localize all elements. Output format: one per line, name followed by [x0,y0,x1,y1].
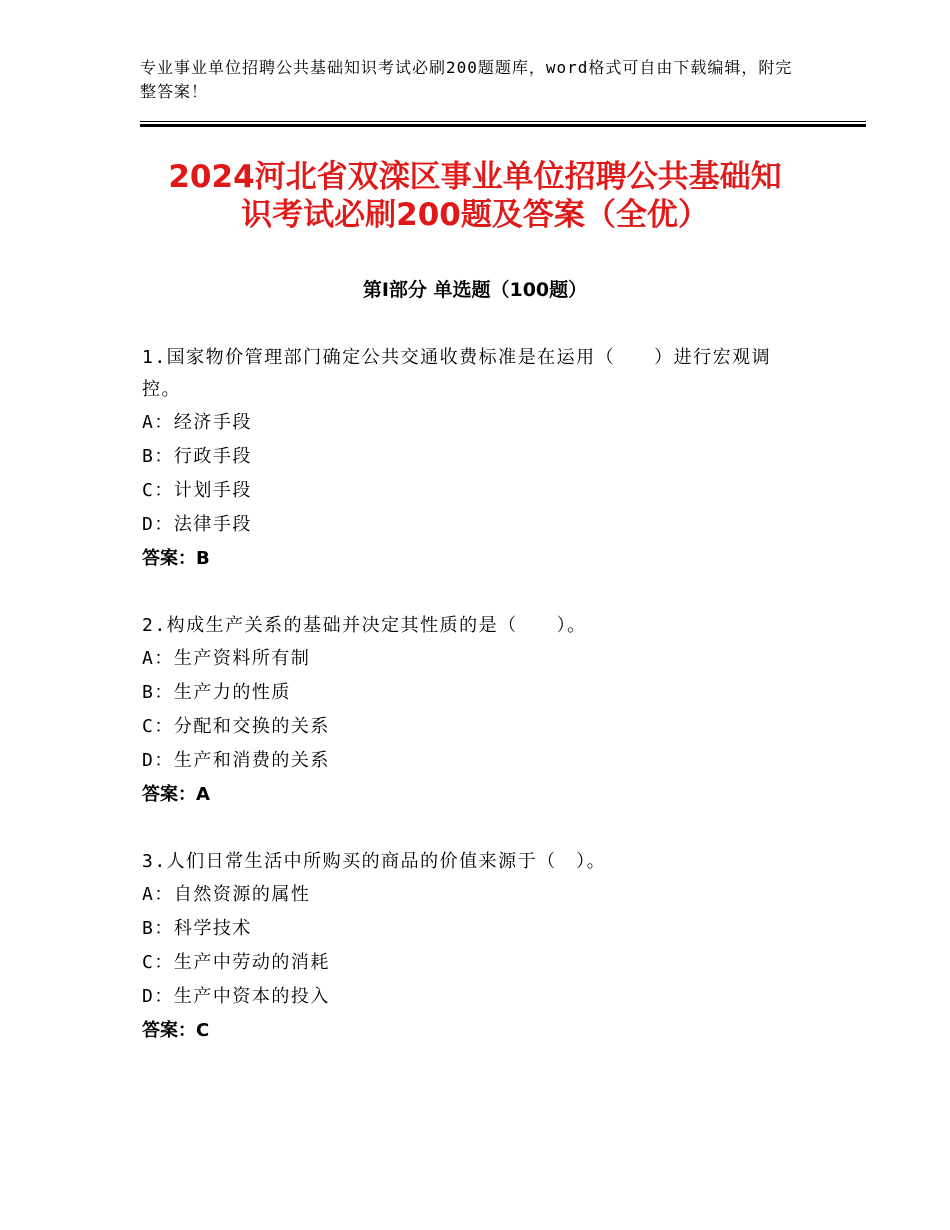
option-d: D：生产中资本的投入 [142,986,330,1007]
option-c: C：分配和交换的关系 [142,716,330,737]
option-d: D：生产和消费的关系 [142,750,330,771]
question-3 [142,846,802,1048]
header-rule-thick [140,124,866,127]
answer-line: 答案：A [142,784,210,805]
question-2 [142,610,802,812]
option-c: C：计划手段 [142,480,252,501]
title-line-2: 识考试必刷200题及答案（全优） [241,197,709,233]
option-a: A：自然资源的属性 [142,884,311,905]
option-a: A：经济手段 [142,412,252,433]
section-heading: 第Ⅰ部分 单选题（100题） [362,279,588,301]
option-b: B：生产力的性质 [142,682,291,703]
option-d: D：法律手段 [142,514,252,535]
answer-line: 答案：C [142,1020,210,1041]
question-list [142,342,802,1082]
question-1 [142,342,802,576]
option-a: A：生产资料所有制 [142,648,311,669]
header-note: 专业事业单位招聘公共基础知识考试必刷200题题库，word格式可自由下载编辑，附完整答案！ [140,58,793,101]
question-stem: 1.国家物价管理部门确定公共交通收费标准是在运用（ ）进行宏观调控。 [142,347,772,400]
question-stem: 3.人们日常生活中所购买的商品的价值来源于（ ）。 [142,851,607,872]
document-title [0,158,950,234]
option-b: B：科学技术 [142,918,252,939]
header-rule-thin [140,121,866,122]
question-stem: 2.构成生产关系的基础并决定其性质的是（ ）。 [142,615,587,636]
option-c: C：生产中劳动的消耗 [142,952,330,973]
answer-line: 答案：B [142,548,210,569]
option-b: B：行政手段 [142,446,252,467]
title-line-1: 2024河北省双滦区事业单位招聘公共基础知 [168,159,782,195]
